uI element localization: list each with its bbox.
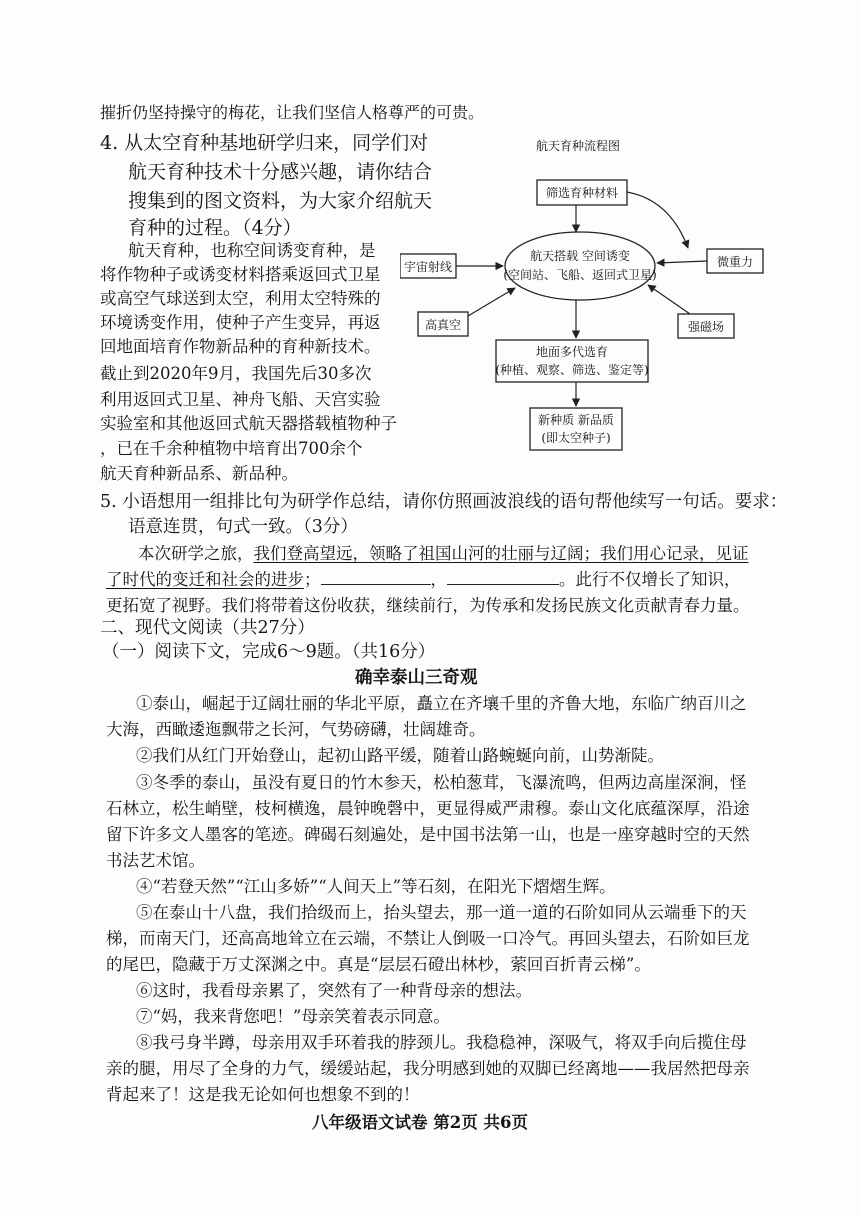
article-line: 石林立，松生峭壁，枝柯横逸，晨钟晚磬中，更显得威严肃穆。泰山文化底蕴深厚，沿途 bbox=[106, 799, 750, 818]
q5-start: 本次研学之旅， bbox=[138, 544, 254, 563]
material-line: 利用返回式卫星、神舟飞船、天宫实验 bbox=[100, 390, 381, 409]
right-top-label: 微重力 bbox=[716, 255, 754, 269]
step4-line-1: 新种质 新品质 bbox=[538, 413, 614, 427]
q4-line-3: 搜集到的图文资料，为大家介绍航天 bbox=[128, 190, 433, 212]
center-line-1: 航天搭载 空间诱变 bbox=[530, 249, 630, 263]
diagram-title: 航天育种流程图 bbox=[535, 139, 621, 153]
article-line: 梯，而南天门，还高高地耸立在云端，不禁让人倒吸一口冷气。再回头望去，石阶如巨龙 bbox=[106, 929, 750, 948]
q5-underlined-2: 了时代的变迁和社会的进步 bbox=[106, 570, 304, 589]
q4-line-4: 育种的过程。（4分） bbox=[128, 217, 302, 239]
q5-sep-1: ； bbox=[304, 570, 321, 589]
article-line: 的尾巴，隐藏于万丈深渊之中。真是“层层石磴出林杪，萦回百折青云梯”。 bbox=[106, 955, 651, 974]
q5-sep-2: ， bbox=[430, 570, 447, 589]
center-line-2: (空间站、飞船、返回式卫星) bbox=[503, 268, 657, 282]
material-line: ，已在千余种植物中培育出700余个 bbox=[100, 439, 363, 458]
step3-line-1: 地面多代选育 bbox=[535, 345, 609, 359]
article-line: 背起来了！这是我无论如何也想象不到的！ bbox=[106, 1085, 420, 1104]
article-line: ⑤在泰山十八盘，我们拾级而上，抬头望去，那一道一道的石阶如同从云端垂下的天 bbox=[136, 903, 747, 922]
material-line: 航天育种新品系、新品种。 bbox=[100, 464, 298, 483]
q5-paragraph-line-3: 更拓宽了视野。我们将带着这份收获，继续前行，为传承和发扬民族文化贡献青春力量。 bbox=[106, 596, 750, 615]
article-line: 书法艺术馆。 bbox=[106, 851, 205, 870]
article-line: 大海，西瞰逶迤飘带之长河，气势磅礴，壮阔雄奇。 bbox=[106, 720, 486, 739]
article-line: ⑥这时，我看母亲累了，突然有了一种背母亲的想法。 bbox=[136, 981, 532, 1000]
article-line: ①泰山，崛起于辽阔壮丽的华北平原，矗立在齐壤千里的齐鲁大地，东临广纳百川之 bbox=[136, 694, 747, 713]
arrow bbox=[648, 285, 690, 314]
q5-paragraph-line-1 bbox=[138, 540, 749, 564]
answer-blank-1[interactable] bbox=[321, 570, 431, 585]
page-footer: 八年级语文试卷 第2页 共6页 bbox=[312, 1113, 528, 1132]
q4-line-1: 4. 从太空育种基地研学归来，同学们对 bbox=[100, 132, 429, 154]
q5-end-1: 。此行不仅增长了知识， bbox=[559, 570, 741, 589]
article-line: 留下许多文人墨客的笔迹。碑碣石刻遍处，是中国书法第一山，也是一座穿越时空的天然 bbox=[106, 825, 750, 844]
step3-line-2: (种植、观察、筛选、鉴定等) bbox=[495, 363, 649, 377]
step1-label: 筛选育种材料 bbox=[545, 186, 619, 200]
center-ellipse bbox=[505, 232, 655, 300]
q4-line-2: 航天育种技术十分感兴趣，请你结合 bbox=[128, 161, 433, 183]
q5-underlined-1: 我们登高望远，领略了祖国山河的壮丽与辽阔；我们用心记录，见证 bbox=[253, 544, 749, 563]
step4-line-2: (即太空种子) bbox=[541, 431, 611, 445]
section-heading: 二、现代文阅读（共27分） bbox=[100, 618, 315, 638]
article-line: ④“若登天然”“江山多娇”“人间天上”等石刻，在阳光下熠熠生辉。 bbox=[136, 877, 616, 896]
left-top-label: 宇宙射线 bbox=[403, 260, 453, 274]
material-line: 截止到2020年9月，我国先后30多次 bbox=[100, 364, 372, 383]
q5-line-2: 语意连贯，句式一致。（3分） bbox=[128, 517, 358, 537]
material-line: 将作物种子或诱变材料搭乘返回式卫星 bbox=[100, 265, 381, 284]
material-line: 环境诱变作用，使种子产生变异，再返 bbox=[100, 313, 381, 332]
right-bottom-label: 强磁场 bbox=[687, 320, 725, 334]
material-line: 实验室和其他返回式航天器搭载植物种子 bbox=[100, 414, 397, 433]
article-line: ②我们从红门开始登山，起初山路平缓，随着山路蜿蜒向前，山势渐陡。 bbox=[136, 746, 664, 765]
answer-blank-2[interactable] bbox=[447, 570, 559, 585]
material-line: 航天育种，也称空间诱变育种，是 bbox=[128, 241, 376, 260]
top-line: 摧折仍坚持操守的梅花，让我们坚信人格尊严的可贵。 bbox=[100, 103, 485, 122]
article-line: ⑦“妈，我来背您吧！”母亲笑着表示同意。 bbox=[136, 1007, 450, 1026]
article-title: 确幸泰山三奇观 bbox=[355, 668, 478, 688]
article-line: 亲的腿，用尽了全身的力气，缓缓站起，我分明感到她的双脚已经离地——我居然把母亲 bbox=[106, 1059, 750, 1078]
q5-line-1: 5. 小语想用一组排比句为研学作总结，请你仿照画波浪线的语句帮他续写一句话。要求： bbox=[100, 492, 788, 512]
q5-paragraph-line-2 bbox=[106, 566, 741, 590]
section-subheading: （一）阅读下文，完成6～9题。（共16分） bbox=[102, 642, 436, 662]
article-line: ③冬季的泰山，虽没有夏日的竹木参天，松柏葱茸，飞瀑流鸣，但两边高崖深涧，怪 bbox=[136, 773, 747, 792]
article-line: ⑧我弓身半蹲，母亲用双手环着我的脖颈儿。我稳稳神，深吸气，将双手向后揽住母 bbox=[136, 1033, 747, 1052]
material-line: 或高空气球送到太空，利用太空特殊的 bbox=[100, 289, 381, 308]
arrow bbox=[468, 288, 515, 316]
arrow bbox=[657, 261, 707, 263]
flow-diagram bbox=[400, 130, 770, 470]
left-bottom-label: 高真空 bbox=[424, 318, 462, 332]
curved-arrow bbox=[627, 192, 688, 248]
material-line: 回地面培育作物新品种的育种新技术。 bbox=[100, 337, 381, 356]
